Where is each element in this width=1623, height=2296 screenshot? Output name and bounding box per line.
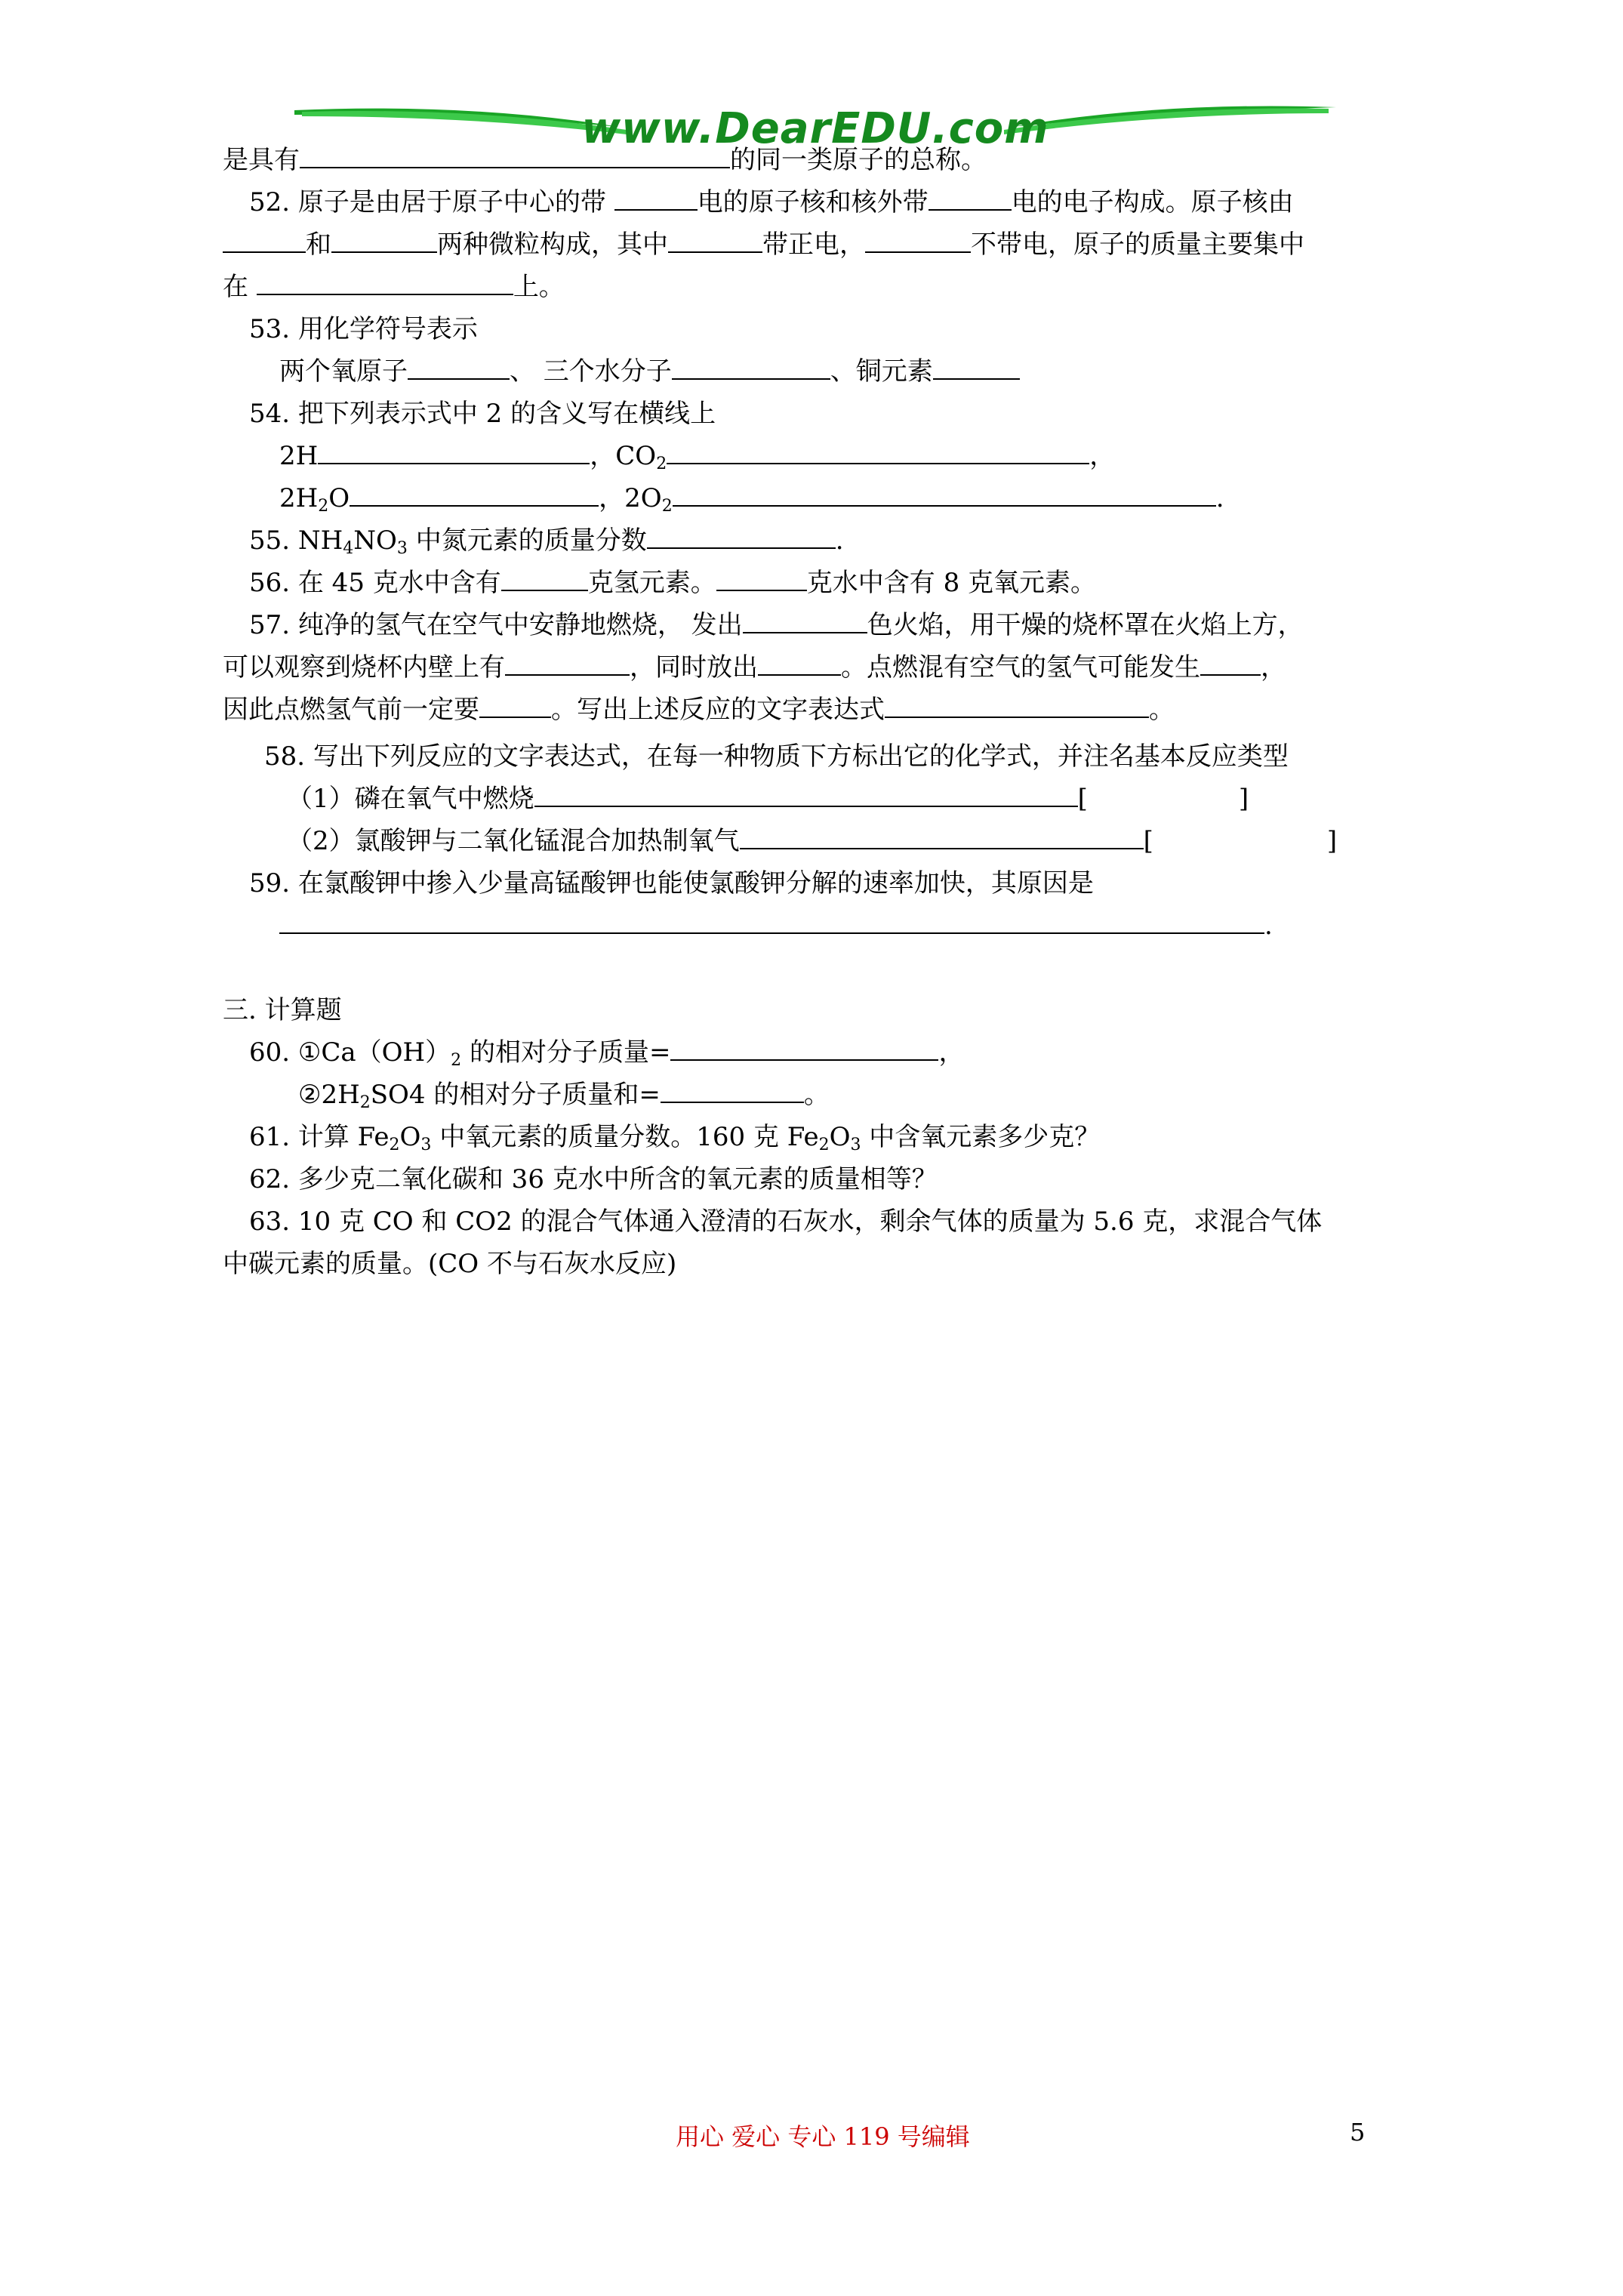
text: 的相对分子质量= — [461, 1037, 671, 1068]
question-57-line1 — [249, 609, 1304, 642]
text: 2H — [279, 441, 319, 471]
page-number: 5 — [1350, 2118, 1366, 2147]
text: NO — [353, 525, 397, 556]
subscript: 2 — [389, 1136, 400, 1154]
text: 不带电，原子的质量主要集中 — [971, 230, 1304, 260]
text: 因此点燃氢气前一定要 — [223, 695, 479, 725]
text: 上。 — [513, 272, 565, 302]
question-52-line2 — [223, 228, 1304, 261]
text: ， — [599, 483, 625, 513]
text: 55. NH — [249, 525, 343, 556]
question-57-line2 — [223, 651, 1286, 684]
question-59-title: 59. 在氯酸钾中掺入少量高锰酸钾也能使氯酸钾分解的速率加快，其原因是 — [249, 868, 1094, 898]
subscript: 4 — [343, 539, 354, 558]
footer-editor-note: 用心 爱心 专心 119 号编辑 — [676, 2122, 970, 2151]
answer-blank[interactable] — [647, 525, 836, 549]
question-55 — [249, 524, 844, 557]
answer-blank[interactable] — [668, 229, 762, 253]
text: 和 — [306, 230, 331, 260]
answer-blank[interactable] — [758, 652, 841, 676]
text: 色火焰，用干燥的烧杯罩在火焰上方， — [867, 610, 1304, 640]
answer-blank[interactable] — [614, 186, 698, 211]
text: [ — [1077, 784, 1088, 814]
text: 61. 计算 Fe — [249, 1122, 390, 1152]
answer-blank[interactable] — [667, 440, 1089, 464]
text: ， — [938, 1037, 965, 1068]
text: ， — [1089, 441, 1116, 471]
answer-blank[interactable] — [933, 356, 1020, 380]
text: ，同时放出 — [630, 652, 758, 683]
text: O — [399, 1122, 421, 1152]
text: ， — [1261, 652, 1286, 683]
subscript: 3 — [850, 1136, 861, 1154]
answer-blank[interactable] — [479, 694, 551, 718]
subscript: 2 — [359, 1093, 371, 1112]
question-60-line1 — [249, 1036, 964, 1069]
answer-blank[interactable] — [501, 567, 588, 591]
answer-blank[interactable] — [670, 1037, 938, 1061]
answer-blank[interactable] — [865, 229, 971, 253]
question-63-line1: 63. 10 克 CO 和 CO2 的混合气体通入澄清的石灰水，剩余气体的质量为 5.6 克，求混合气体 — [249, 1207, 1323, 1237]
subscript: 3 — [420, 1136, 432, 1154]
question-60-line2 — [298, 1078, 830, 1111]
question-54-line2 — [279, 482, 1224, 515]
question-53-title: 53. 用化学符号表示 — [249, 314, 478, 344]
subscript: 2 — [318, 497, 329, 516]
question-62: 62. 多少克二氧化碳和 36 克水中所含的氧元素的质量相等？ — [249, 1164, 938, 1194]
text: （2）氯酸钾与二氧化锰混合加热制氧气 — [287, 826, 740, 856]
text: O — [829, 1122, 851, 1152]
subscript: 2 — [661, 497, 673, 516]
section-heading-calculation: 三. 计算题 — [223, 995, 342, 1025]
text: 两个氧原子 — [279, 356, 408, 387]
text: ， — [590, 441, 616, 471]
question-59-answer — [279, 909, 1273, 942]
subscript: 2 — [656, 455, 667, 473]
question-58-title: 58. 写出下列反应的文字表达式，在每一种物质下方标出它的化学式，并注名基本反应类型 — [264, 741, 1289, 772]
question-63-line2: 中碳元素的质量。(CO 不与石灰水反应) — [223, 1249, 677, 1279]
text: 可以观察到烧杯内壁上有 — [223, 652, 505, 683]
answer-blank[interactable] — [331, 229, 437, 253]
answer-blank[interactable] — [408, 356, 510, 380]
text: 两种微粒构成，其中 — [437, 230, 668, 260]
q51-tail — [223, 143, 987, 177]
subscript: 2 — [818, 1136, 830, 1154]
answer-blank[interactable] — [257, 271, 513, 295]
text: 、铜元素 — [830, 356, 933, 387]
text: 克氢元素。 — [587, 568, 716, 598]
text: 电的电子构成。原子核由 — [1011, 187, 1294, 217]
answer-blank[interactable] — [223, 229, 306, 253]
answer-blank[interactable] — [505, 652, 630, 676]
answer-blank[interactable] — [673, 482, 1216, 507]
question-52-line1 — [249, 186, 1294, 219]
answer-blank[interactable] — [279, 910, 1264, 934]
text: SO4 的相对分子质量和= — [370, 1080, 661, 1110]
text: ] — [1326, 826, 1338, 856]
text: 2O — [624, 483, 662, 513]
text: 。点燃混有空气的氢气可能发生 — [841, 652, 1200, 683]
question-53-items — [279, 355, 1020, 388]
question-58-item1 — [287, 782, 1249, 815]
text: （1）磷在氧气中燃烧 — [287, 784, 534, 814]
subscript: 2 — [451, 1051, 462, 1070]
answer-blank[interactable] — [716, 567, 807, 591]
answer-blank[interactable] — [300, 144, 730, 168]
site-logo-text: www.DearEDU.com — [581, 104, 1049, 153]
answer-blank[interactable] — [929, 186, 1012, 211]
answer-blank[interactable] — [1200, 652, 1261, 676]
text: 2H — [279, 483, 319, 513]
text: 60. ①Ca（OH） — [249, 1037, 451, 1068]
text: 、 三个水分子 — [510, 356, 672, 387]
question-52-line3 — [223, 270, 565, 304]
question-58-item2 — [287, 824, 1337, 858]
text: 中氮元素的质量分数 — [407, 525, 647, 556]
answer-blank[interactable] — [885, 694, 1149, 718]
text: O — [328, 483, 350, 513]
text: CO — [615, 441, 657, 471]
answer-blank[interactable] — [743, 609, 867, 633]
text: 57. 纯净的氢气在空气中安静地燃烧， 发出 — [249, 610, 743, 640]
text: 52. 原子是由居于原子中心的带 — [249, 187, 614, 217]
text: . — [1264, 911, 1273, 941]
answer-blank[interactable] — [661, 1079, 804, 1103]
answer-blank[interactable] — [350, 482, 599, 507]
question-54-line1 — [279, 439, 1115, 473]
answer-blank[interactable] — [534, 783, 1078, 807]
text: . — [835, 525, 844, 556]
text: 。 — [803, 1080, 830, 1110]
text: 中含氧元素多少克？ — [861, 1122, 1101, 1152]
text: 是具有 — [223, 145, 300, 175]
question-57-line3 — [223, 693, 1175, 726]
text: 的同一类原子的总称。 — [730, 145, 987, 175]
text: . — [1215, 483, 1224, 513]
text: 带正电， — [762, 230, 865, 260]
question-56 — [249, 566, 1096, 599]
text: 克水中含有 8 克氧元素。 — [806, 568, 1097, 598]
text: 电的原子核和核外带 — [697, 187, 929, 217]
answer-blank[interactable] — [740, 825, 1144, 849]
text: [ — [1143, 826, 1153, 856]
subscript: 3 — [396, 539, 408, 558]
text: 中氧元素的质量分数。160 克 Fe — [431, 1122, 819, 1152]
text: 在 — [223, 272, 257, 302]
text: 。 — [1149, 695, 1175, 725]
text: 。写出上述反应的文字表达式 — [551, 695, 885, 725]
answer-blank[interactable] — [672, 356, 830, 380]
text: 56. 在 45 克水中含有 — [249, 568, 501, 598]
answer-blank[interactable] — [318, 440, 590, 464]
text: ] — [1238, 784, 1249, 814]
text: ②2H — [298, 1080, 360, 1110]
question-61 — [249, 1120, 1100, 1154]
question-54-title: 54. 把下列表示式中 2 的含义写在横线上 — [249, 399, 716, 429]
